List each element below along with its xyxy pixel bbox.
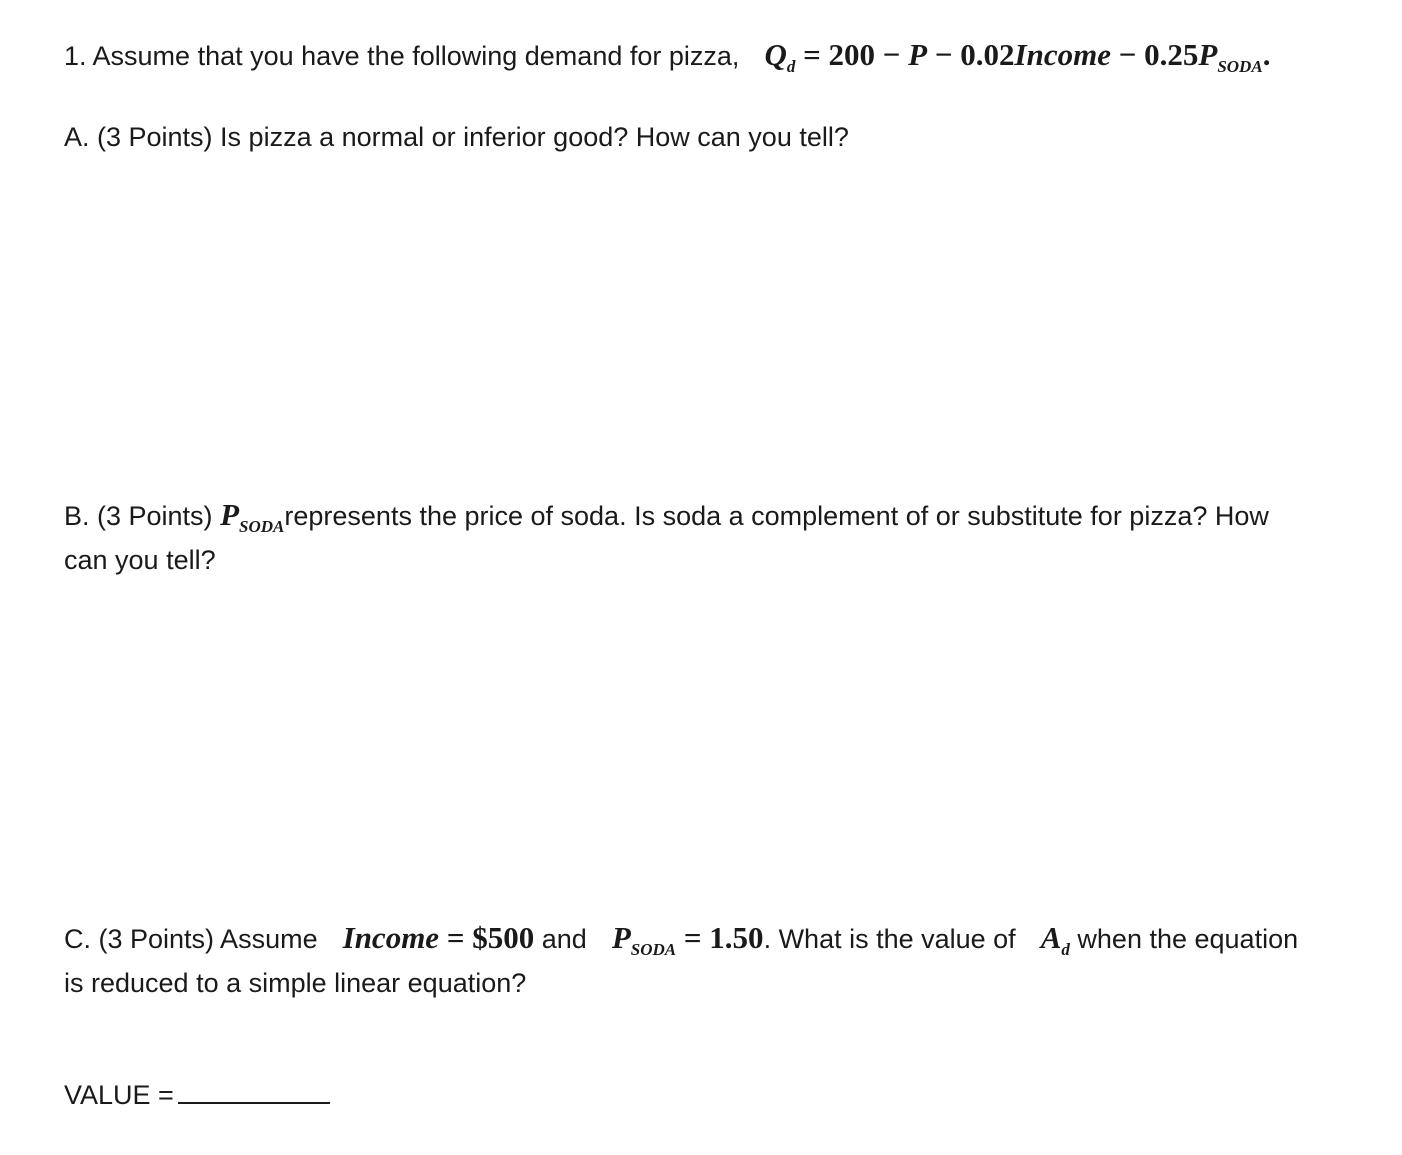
question-b-line2-text: can you tell? [64, 545, 216, 575]
answer-label: VALUE = [64, 1080, 174, 1110]
question-c [64, 920, 1299, 959]
question-c-prefix: C. (3 Points) Assume [64, 924, 318, 954]
question-c-suffix: when the equation [1077, 924, 1299, 954]
ad-a: A [1040, 920, 1062, 955]
question-c-and: and [541, 924, 587, 954]
eq-rhs-c: − 0.25 [1110, 37, 1199, 72]
eq-q: Q [764, 37, 787, 72]
question-a [64, 120, 849, 154]
eq-rhs-b: − 0.02 [927, 37, 1015, 72]
question-c-mid: . What is the value of [763, 924, 1016, 954]
eq-p: P [908, 37, 928, 72]
psoda-symbol [220, 497, 285, 536]
eq-psoda: P [1198, 37, 1218, 72]
question-b-suffix: represents the price of soda. Is soda a complement of or substitute for pizza? How [284, 501, 1269, 531]
eq-psoda-sub: SODA [1217, 57, 1263, 76]
ad-sub: d [1061, 940, 1070, 959]
eq-income: Income [1014, 37, 1111, 72]
psoda-sub: SODA [239, 517, 285, 536]
psoda-c-p: P [611, 920, 631, 955]
income-val: = $500 [439, 920, 535, 955]
ad-symbol [1040, 920, 1070, 959]
psoda-value [611, 920, 764, 959]
income-value [343, 920, 535, 955]
answer-blank[interactable] [178, 1078, 330, 1104]
question-b [64, 497, 1269, 536]
question-1-text: 1. Assume that you have the following demand for pizza, [64, 41, 740, 71]
question-b-prefix: B. (3 Points) [64, 501, 213, 531]
answer-line [64, 1078, 330, 1112]
eq-rhs-a: = 200 − [803, 37, 909, 72]
eq-end: . [1262, 37, 1271, 72]
question-a-text: A. (3 Points) Is pizza a normal or inferior good? How can you tell? [64, 122, 849, 152]
question-b-line2 [64, 543, 216, 577]
income-var: Income [342, 920, 440, 955]
question-1 [64, 37, 1271, 76]
psoda-c-val: = 1.50 [676, 920, 764, 955]
psoda-p: P [220, 497, 240, 532]
eq-q-sub: d [786, 57, 796, 76]
psoda-c-sub: SODA [630, 940, 677, 959]
demand-equation [764, 37, 1271, 76]
question-c-line2 [64, 966, 526, 1000]
question-c-line2-text: is reduced to a simple linear equation? [64, 968, 527, 998]
